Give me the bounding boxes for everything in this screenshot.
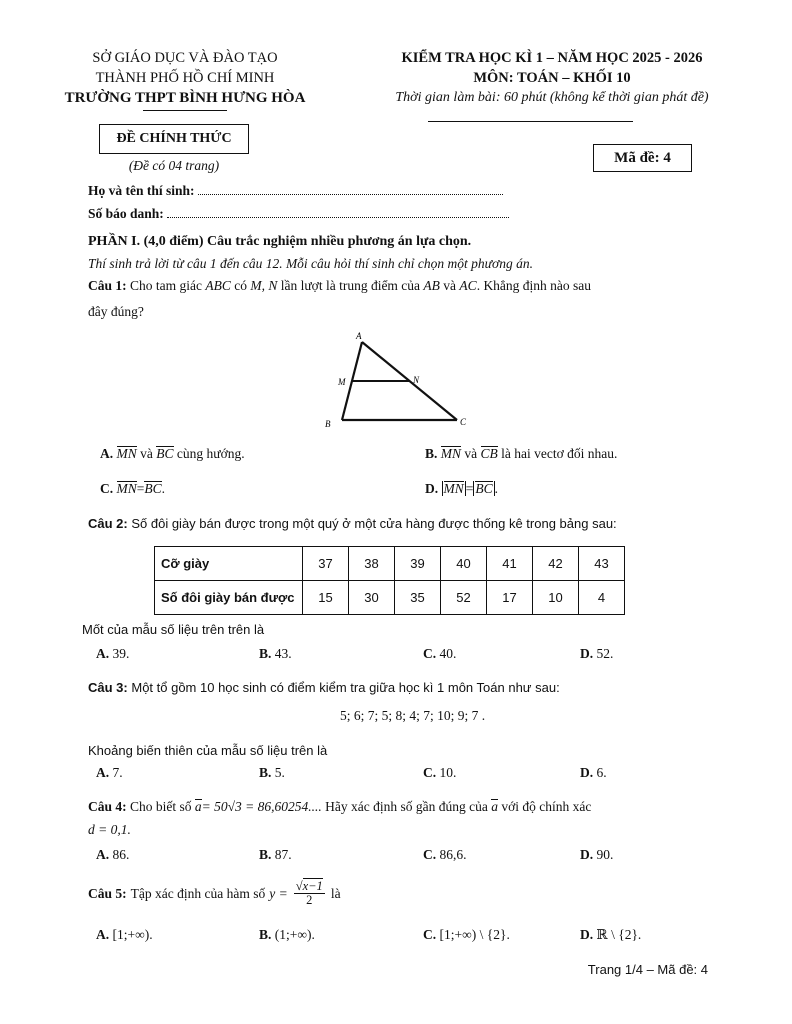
label-c: C (460, 417, 467, 427)
q1-text-a: Cho tam giác (130, 278, 202, 293)
q4-option-d-value: 90. (596, 847, 614, 862)
q1-option-b[interactable] (425, 446, 617, 462)
q1-ac: AC (459, 278, 477, 293)
q1-option-b-mid: và (464, 446, 478, 461)
q1-option-c[interactable] (100, 481, 165, 497)
exam-code-badge: Mã đề: 4 (593, 144, 692, 172)
q2-option-b[interactable] (259, 646, 292, 662)
q3-option-a[interactable] (96, 765, 123, 781)
q2-option-d-key: D. (580, 646, 594, 661)
q4-option-b-key: B. (259, 847, 272, 862)
q4-text-a: Cho biết số (130, 799, 192, 814)
q1-text-b: có (234, 278, 247, 293)
table-cell: 30 (349, 581, 395, 615)
q3-option-a-key: A. (96, 765, 110, 780)
q5-option-b-value: (1;+∞). (274, 927, 315, 942)
q3-option-c-value: 10. (439, 765, 457, 780)
q2-option-c[interactable] (423, 646, 456, 662)
label-a: A (356, 331, 362, 341)
q4-abar: a (194, 799, 202, 814)
q1-option-d-abs1 (442, 481, 466, 496)
label-b: B (325, 419, 331, 429)
q1-option-c-vec1: MN (116, 481, 137, 496)
student-id-field[interactable] (88, 206, 509, 222)
q5-label: Câu 5: (88, 885, 127, 901)
q1-option-d-end: . (494, 481, 499, 496)
q2-option-a-key: A. (96, 646, 110, 661)
q1-option-a[interactable] (100, 446, 245, 462)
q3-option-d-key: D. (580, 765, 594, 780)
q1-option-d-vec1: MN (443, 481, 464, 496)
q4-option-a-value: 86. (112, 847, 130, 862)
table-cell: 17 (487, 581, 533, 615)
q2-stem (88, 514, 617, 534)
table-row (155, 581, 625, 615)
q1-and: và (443, 278, 457, 293)
q3-option-d-value: 6. (596, 765, 607, 780)
q3-option-a-value: 7. (112, 765, 123, 780)
q1-option-b-key: B. (425, 446, 438, 461)
q4-option-b[interactable] (259, 847, 292, 863)
table-cell: 39 (395, 547, 441, 581)
triangle-figure (310, 330, 480, 435)
q5-option-d-value: ℝ \ {2}. (596, 927, 642, 942)
q1-mn: M, N (250, 278, 278, 293)
q5-option-b[interactable] (259, 927, 315, 943)
page-footer: Trang 1/4 – Mã đề: 4 (587, 962, 708, 977)
student-id-label: Số báo danh: (88, 206, 164, 221)
city: THÀNH PHỐ HỒ CHÍ MINH (95, 70, 275, 86)
q4-option-c-value: 86,6. (439, 847, 467, 862)
q4-option-c[interactable] (423, 847, 467, 863)
label-n: N (413, 375, 420, 385)
q5-option-c-value: [1;+∞) \ {2}. (439, 927, 510, 942)
q1-text-d: . Khẳng định nào sau (476, 278, 592, 293)
q2-option-c-value: 40. (439, 646, 457, 661)
q1-option-d[interactable] (425, 481, 498, 497)
q5-option-a-key: A. (96, 927, 110, 942)
official-badge: ĐỀ CHÍNH THỨC (99, 124, 249, 154)
q2-label: Câu 2: (88, 516, 128, 531)
q5-y-eq: y = (269, 885, 288, 901)
table-row (155, 547, 625, 581)
q2-option-d[interactable] (580, 646, 613, 662)
q1-option-c-key: C. (100, 481, 114, 496)
q5-option-b-key: B. (259, 927, 272, 942)
table-cell: 35 (395, 581, 441, 615)
q3-option-d[interactable] (580, 765, 607, 781)
student-id-line (167, 208, 509, 218)
table-cell: 43 (579, 547, 625, 581)
q4-option-d[interactable] (580, 847, 613, 863)
table-cell: 42 (533, 547, 579, 581)
table-header-size: Cỡ giày (155, 547, 303, 581)
q5-denominator: 2 (306, 893, 313, 907)
q2-option-c-key: C. (423, 646, 437, 661)
q2-option-b-key: B. (259, 646, 272, 661)
table-cell: 37 (303, 547, 349, 581)
q1-stem-2: đây đúng? (88, 304, 144, 319)
q4-label: Câu 4: (88, 799, 127, 814)
department: SỞ GIÁO DỤC VÀ ĐÀO TẠO (92, 50, 278, 66)
q5-option-c[interactable] (423, 927, 510, 943)
q1-option-b-vec1: MN (440, 446, 462, 461)
table-cell: 41 (487, 547, 533, 581)
q5-option-d[interactable] (580, 927, 641, 943)
q1-label: Câu 1: (88, 278, 127, 293)
q1-abc: ABC (205, 278, 231, 293)
q4-stem (88, 797, 728, 817)
q5-text-a: Tập xác định của hàm số (130, 885, 266, 901)
student-name-field[interactable] (88, 183, 503, 199)
q4-option-a-key: A. (96, 847, 110, 862)
q1-option-c-end: . (161, 481, 166, 496)
school-name: TRƯỜNG THPT BÌNH HƯNG HÒA (64, 90, 306, 106)
q3-option-c[interactable] (423, 765, 456, 781)
q4-option-d-key: D. (580, 847, 594, 862)
q3-option-c-key: C. (423, 765, 437, 780)
q2-text: Số đôi giày bán được trong một quý ở một cửa hàng được thống kê trong bảng sau: (131, 516, 617, 531)
q1-option-a-end: cùng hướng. (176, 446, 245, 461)
q3-stem (88, 678, 560, 698)
q3-text: Một tổ gồm 10 học sinh có điểm kiểm tra giữa học kì 1 môn Toán như sau: (131, 680, 560, 695)
header-right (352, 48, 752, 108)
q3-option-b-value: 5. (274, 765, 285, 780)
q1-option-c-eq: = (136, 481, 145, 496)
q1-option-b-vec2: CB (480, 446, 498, 461)
q3-option-b[interactable] (259, 765, 285, 781)
subject: MÔN: TOÁN – KHỐI 10 (473, 70, 631, 86)
q1-option-b-end: là hai vectơ đối nhau. (501, 446, 618, 461)
q1-text-c: lần lượt là trung điểm của (280, 278, 421, 293)
q1-option-d-eq: = (465, 481, 474, 496)
q5-option-d-key: D. (580, 927, 594, 942)
table-cell: 10 (533, 581, 579, 615)
q1-option-a-mid: và (140, 446, 153, 461)
q5-option-a[interactable] (96, 927, 153, 943)
duration-underline (428, 121, 633, 122)
table-cell: 15 (303, 581, 349, 615)
q3-question: Khoảng biến thiên của mẫu số liệu trên là (88, 743, 328, 758)
q5-radicand: x−1 (302, 879, 323, 893)
q2-option-a[interactable] (96, 646, 129, 662)
q2-option-a-value: 39. (112, 646, 130, 661)
part1-instruction: Thí sinh trả lời từ câu 1 đến câu 12. Mỗi câu hỏi thí sinh chỉ chọn một phương án. (88, 256, 533, 271)
q5-stem (88, 880, 341, 907)
table-cell: 52 (441, 581, 487, 615)
q1-option-d-key: D. (425, 481, 439, 496)
header-left (40, 48, 330, 111)
student-name-label: Họ và tên thí sinh: (88, 183, 195, 198)
q4-option-b-value: 87. (274, 847, 292, 862)
q1-option-a-key: A. (100, 446, 114, 461)
q1-option-d-abs2 (473, 481, 494, 496)
q2-question: Mốt của mẫu số liệu trên trên là (82, 622, 265, 637)
q1-option-a-vec2: BC (156, 446, 174, 461)
part1-title: PHẦN I. (4,0 điểm) Câu trắc nghiệm nhiều phương án lựa chọn. (88, 234, 472, 249)
q5-fraction (294, 880, 325, 907)
q1-ab: AB (423, 278, 440, 293)
exam-title: KIỂM TRA HỌC KÌ 1 – NĂM HỌC 2025 - 2026 (401, 50, 703, 66)
q4-abar-2: a (491, 799, 499, 814)
q4-text-b: Hãy xác định số gần đúng của (325, 799, 488, 814)
q4-option-a[interactable] (96, 847, 129, 863)
table-cell: 40 (441, 547, 487, 581)
q3-label: Câu 3: (88, 680, 128, 695)
label-m: M (338, 377, 346, 387)
q5-text-b: là (330, 885, 341, 901)
table-cell: 4 (579, 581, 625, 615)
duration: Thời gian làm bài: 60 phút (không kể thời gian phát đề) (395, 90, 709, 105)
q4-option-c-key: C. (423, 847, 437, 862)
table-cell: 38 (349, 547, 395, 581)
q4-precision: d = 0,1. (88, 822, 131, 837)
shoe-size-table (154, 546, 625, 615)
table-header-count: Số đôi giày bán được (155, 581, 303, 615)
pages-note: (Đề có 04 trang) (128, 158, 220, 173)
q4-expr: = 50√3 = 86,60254.... (201, 799, 322, 814)
q3-option-b-key: B. (259, 765, 272, 780)
q1-option-c-vec2: BC (144, 481, 162, 496)
q5-numerator: √x−1 (295, 879, 323, 893)
q1-option-a-vec1: MN (116, 446, 137, 461)
q5-option-a-value: [1;+∞). (112, 927, 153, 942)
student-name-line (198, 185, 503, 195)
q2-option-b-value: 43. (274, 646, 292, 661)
header-underline (143, 110, 227, 111)
q4-text-c: với độ chính xác (501, 799, 592, 814)
q5-option-c-key: C. (423, 927, 437, 942)
q3-data: 5; 6; 7; 5; 8; 4; 7; 10; 9; 7 . (340, 708, 486, 723)
q1-option-d-vec2: BC (475, 481, 493, 496)
q1-stem (88, 276, 728, 296)
q2-option-d-value: 52. (596, 646, 614, 661)
